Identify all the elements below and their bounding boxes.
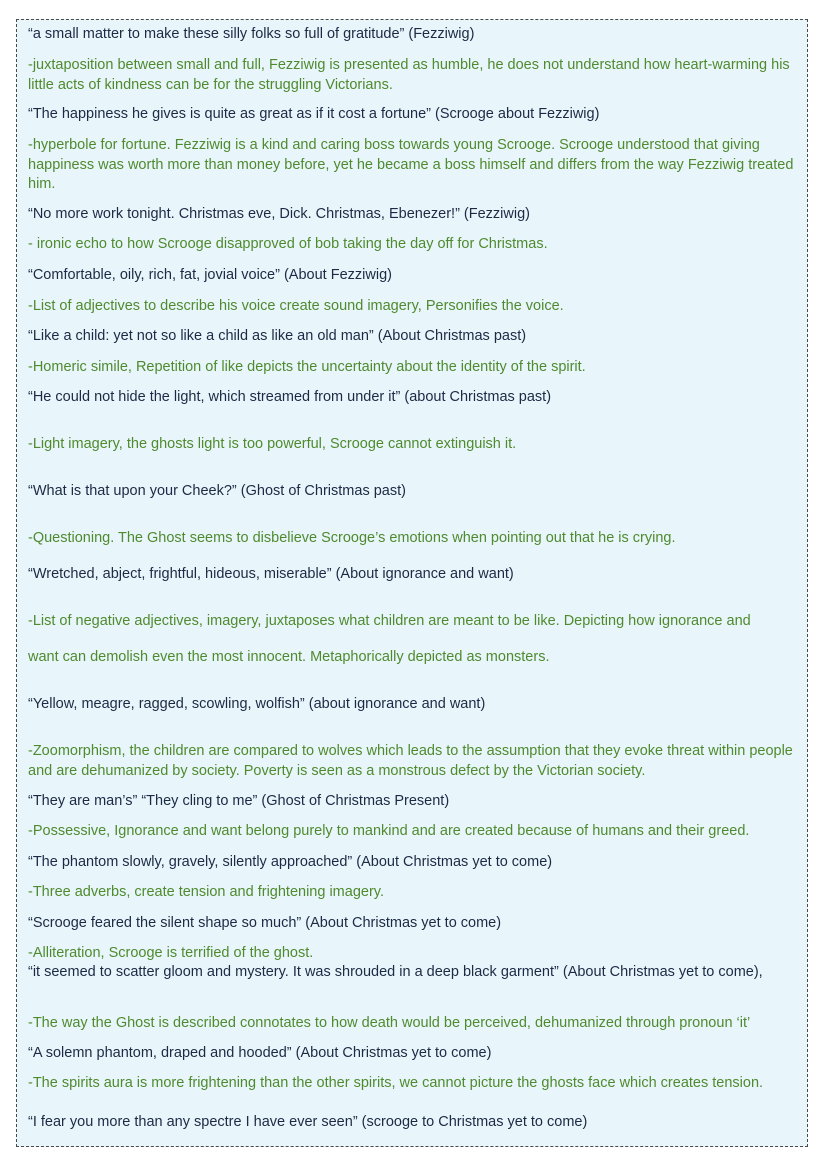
quote-line: “They are man’s” “They cling to me” (Ghost of Christmas Present)	[28, 793, 450, 809]
quote-line: “a small matter to make these silly folks so full of gratitude” (Fezziwig)	[28, 26, 475, 42]
comment-line: -Light imagery, the ghosts light is too powerful, Scrooge cannot extinguish it.	[28, 436, 517, 452]
comment-line: -Zoomorphism, the children are compared to wolves which leads to the assumption that they evoke threat within people and are dehumanized by society. Poverty is seen as a monstrous defect by the Victorian society.	[28, 743, 793, 779]
comment-line: -The spirits aura is more frightening than the other spirits, we cannot picture the ghosts face which creates tension.	[28, 1075, 764, 1091]
comment-line: -Questioning. The Ghost seems to disbelieve Scrooge’s emotions when pointing out that he is crying.	[28, 530, 676, 546]
quote-line: “He could not hide the light, which streamed from under it” (about Christmas past)	[28, 389, 552, 405]
quote-line: “A solemn phantom, draped and hooded” (About Christmas yet to come)	[28, 1045, 492, 1061]
comment-line: -juxtaposition between small and full, Fezziwig is presented as humble, he does not understand how heart-warming his little acts of kindness can be for the struggling Victorians.	[28, 57, 790, 93]
quote-line: “Like a child: yet not so like a child as like an old man” (About Christmas past)	[28, 328, 527, 344]
comment-line: -The way the Ghost is described connotates to how death would be perceived, dehumanized through pronoun ‘it’	[28, 1015, 751, 1031]
comment-line: -List of negative adjectives, imagery, juxtaposes what children are meant to be like. Depicting how ignorance and	[28, 613, 751, 629]
comment-line: -hyperbole for fortune. Fezziwig is a kind and caring boss towards young Scrooge. Scrooge understood that giving happiness was worth more than money before, yet he became a boss himself and differs from the way Fezziwig treated him.	[28, 137, 794, 192]
quote-line: “Comfortable, oily, rich, fat, jovial voice” (About Fezziwig)	[28, 267, 392, 283]
quote-line: “The phantom slowly, gravely, silently approached” (About Christmas yet to come)	[28, 854, 553, 870]
comment-line: -Possessive, Ignorance and want belong purely to mankind and are created because of humans and their greed.	[28, 823, 750, 839]
quote-line: “The happiness he gives is quite as great as if it cost a fortune” (Scrooge about Fezziwig)	[28, 106, 600, 122]
quote-line: “No more work tonight. Christmas eve, Dick. Christmas, Ebenezer!” (Fezziwig)	[28, 206, 530, 222]
quote-line: “Yellow, meagre, ragged, scowling, wolfish” (about ignorance and want)	[28, 696, 486, 712]
comment-line: -Homeric simile, Repetition of like depicts the uncertainty about the identity of the spirit.	[28, 359, 586, 375]
quote-line: “What is that upon your Cheek?” (Ghost of Christmas past)	[28, 483, 406, 499]
quote-line: “it seemed to scatter gloom and mystery. It was shrouded in a deep black garment” (About Christmas yet to come),	[28, 964, 763, 980]
comment-line: want can demolish even the most innocent. Metaphorically depicted as monsters.	[28, 649, 550, 665]
comment-line: -Three adverbs, create tension and frightening imagery.	[28, 884, 384, 900]
comment-line: -List of adjectives to describe his voice create sound imagery, Personifies the voice.	[28, 298, 564, 314]
quote-line: “I fear you more than any spectre I have ever seen” (scrooge to Christmas yet to come)	[28, 1114, 588, 1130]
quote-line: “Scrooge feared the silent shape so much” (About Christmas yet to come)	[28, 915, 502, 931]
comment-line: -Alliteration, Scrooge is terrified of the ghost.	[28, 945, 314, 961]
quote-line: “Wretched, abject, frightful, hideous, miserable” (About ignorance and want)	[28, 566, 514, 582]
comment-line: - ironic echo to how Scrooge disapproved of bob taking the day off for Christmas.	[28, 236, 548, 252]
